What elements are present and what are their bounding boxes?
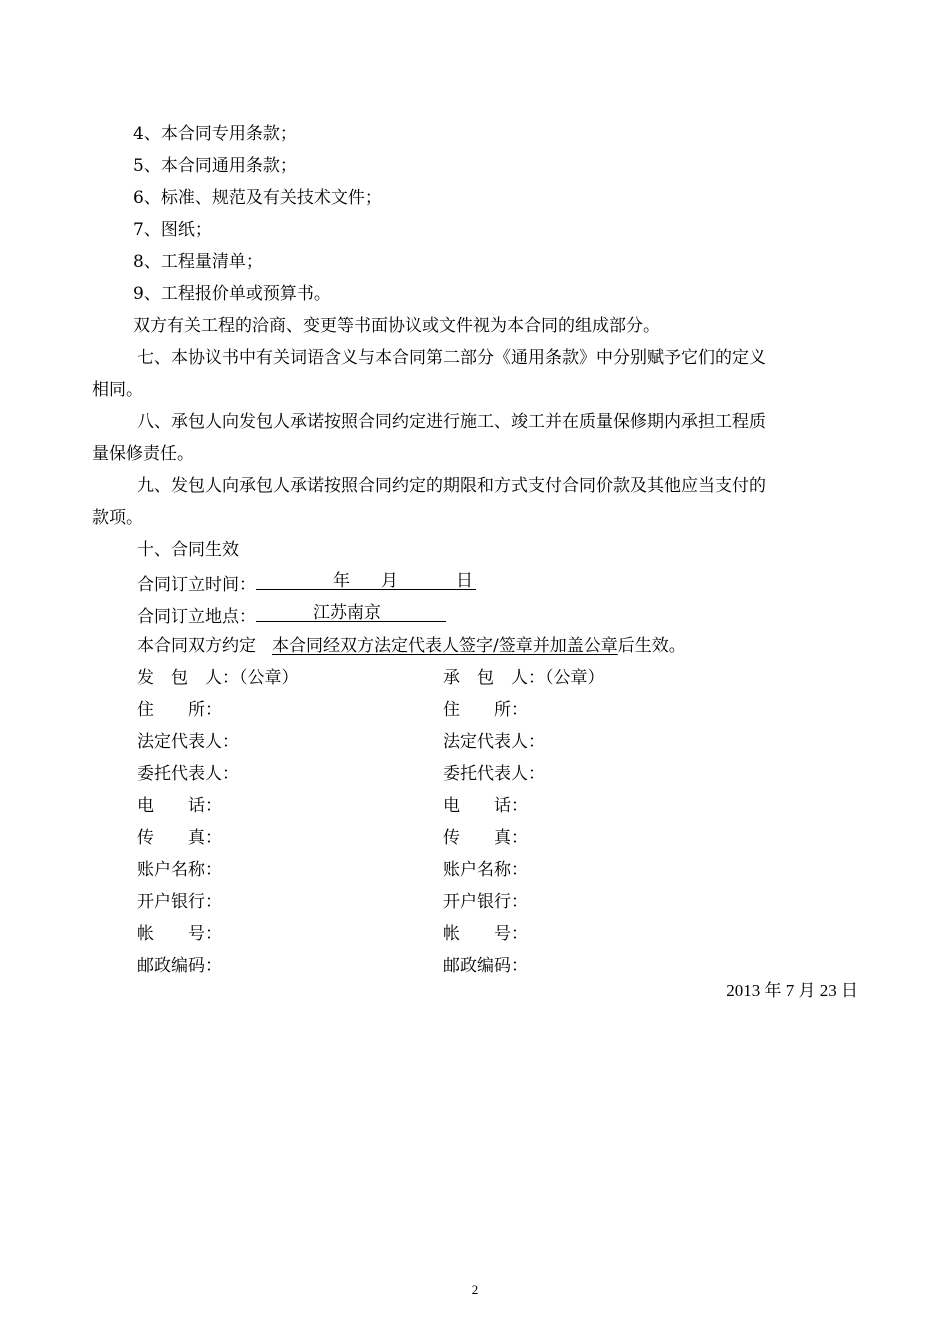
clause-8-line-2: 量保修责任。 [92, 444, 194, 464]
signing-year-label: 年 [333, 571, 350, 591]
contractor-fax-label: 传 真： [443, 828, 528, 848]
signing-time-row [137, 571, 476, 596]
contractor-phone-label: 电 话： [443, 796, 528, 816]
contractor-account-name-label: 账户名称： [443, 860, 528, 880]
signing-day-label: 日 [456, 571, 473, 591]
employer-legal-rep-label: 法定代表人： [137, 732, 239, 752]
list-item-4: 4、本合同专用条款； [133, 124, 297, 144]
employer-bank-label: 开户银行： [137, 892, 222, 912]
clause-7-line-2: 相同。 [92, 380, 143, 400]
signing-place-blank [256, 603, 446, 622]
agreement-prefix: 本合同双方约定 [137, 636, 256, 656]
list-item-6: 6、标准、规范及有关技术文件； [133, 188, 382, 208]
page-number: 2 [471, 1282, 479, 1297]
clause-8-line-1: 八、承包人向发包人承诺按照合同约定进行施工、竣工并在质量保修期内承担工程质 [137, 412, 766, 432]
employer-phone-label: 电 话： [137, 796, 222, 816]
list-item-7: 7、图纸； [133, 220, 212, 240]
clause-7-line-1: 七、本协议书中有关词语含义与本合同第二部分《通用条款》中分别赋予它们的定义 [137, 348, 766, 368]
contractor-postcode-label: 邮政编码： [443, 956, 528, 976]
effective-agreement-row [137, 635, 686, 657]
employer-account-name-label: 账户名称： [137, 860, 222, 880]
clause-9-line-2: 款项。 [92, 508, 143, 528]
clause-9-line-1: 九、发包人向承包人承诺按照合同约定的期限和方式支付合同价款及其他应当支付的 [137, 476, 766, 496]
contractor-bank-label: 开户银行： [443, 892, 528, 912]
contractor-account-number-label: 帐 号： [443, 924, 528, 944]
signing-place-value: 江苏南京 [313, 603, 381, 623]
signing-place-label: 合同订立地点： [137, 607, 256, 627]
list-item-8: 8、工程量清单； [133, 252, 263, 272]
agreement-value: 本合同经双方法定代表人签字/签章并加盖公章 [272, 636, 618, 656]
employer-authorized-rep-label: 委托代表人： [137, 764, 239, 784]
contractor-legal-rep-label: 法定代表人： [443, 732, 545, 752]
employer-postcode-label: 邮政编码： [137, 956, 222, 976]
employer-title: 发 包 人：（公章） [137, 668, 299, 688]
contractor-title: 承 包 人：（公章） [443, 668, 605, 688]
list-item-5: 5、本合同通用条款； [133, 156, 297, 176]
employer-address-label: 住 所： [137, 700, 222, 720]
employer-fax-label: 传 真： [137, 828, 222, 848]
contractor-address-label: 住 所： [443, 700, 528, 720]
signing-time-blank [256, 571, 476, 590]
agreement-suffix: 后生效。 [617, 636, 686, 656]
contractor-authorized-rep-label: 委托代表人： [443, 764, 545, 784]
signing-month-label: 月 [381, 571, 398, 591]
clause-10-heading: 十、合同生效 [137, 540, 239, 560]
signing-place-row [137, 603, 446, 628]
composition-paragraph: 双方有关工程的洽商、变更等书面协议或文件视为本合同的组成部分。 [133, 316, 660, 336]
employer-account-number-label: 帐 号： [137, 924, 222, 944]
signing-time-label: 合同订立时间： [137, 575, 256, 595]
list-item-9: 9、工程报价单或预算书。 [133, 284, 331, 304]
document-date: 2013 年 7 月 23 日 [726, 981, 858, 1000]
